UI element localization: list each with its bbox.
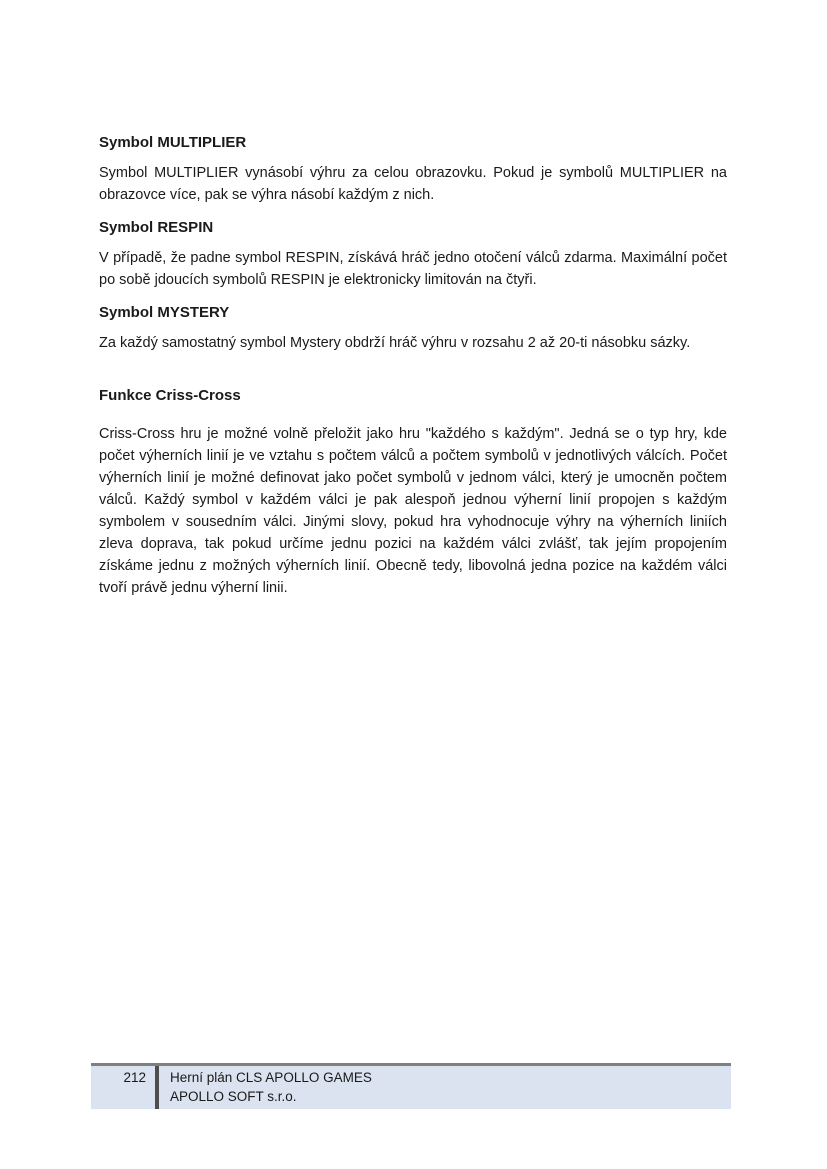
paragraph-symbol-respin: V případě, že padne symbol RESPIN, získává hráč jedno otočení válců zdarma. Maximální počet po sobě jdoucích symbolů RESPIN je elektronicky limitován na čtyři. <box>99 250 727 288</box>
section-funkce-criss-cross <box>99 385 727 599</box>
paragraph-funkce-criss-cross: Criss-Cross hru je možné volně přeložit jako hru "každého s každým". Jedná se o typ hry, kde počet výherních linií je ve vztahu s počtem válců a počtem symbolů v jednotlivých válcích. Počet výherních linií je možné definovat jako počet symbolů v jednom válci, který je umocněn počtem válců. Každý symbol v každém válci je pak alespoň jednou výherní linií propojen s každým symbolem v sousedním válci. Jinými slovy, pokud hra vyhodnocuje výhry na výherních liniích zleva doprava, tak pokud určíme jednu pozici na každém válci zvlášť, tak jejím propojením získáme jednu z možných výherních linií. Obecně tedy, libovolná jedna pozice na každém válci tvoří právě jednu výherní linii. <box>99 426 727 596</box>
footer-text-block <box>159 1066 731 1109</box>
footer-document-title: Herní plán CLS APOLLO GAMES <box>170 1070 372 1085</box>
heading-symbol-respin: Symbol RESPIN <box>99 219 214 236</box>
section-symbol-mystery <box>99 302 727 354</box>
heading-symbol-multiplier: Symbol MULTIPLIER <box>99 134 247 151</box>
footer-page-number: 212 <box>123 1070 146 1085</box>
heading-funkce-criss-cross: Funkce Criss-Cross <box>99 387 241 404</box>
heading-symbol-mystery: Symbol MYSTERY <box>99 304 230 321</box>
paragraph-symbol-mystery: Za každý samostatný symbol Mystery obdrží hráč výhru v rozsahu 2 až 20-ti násobku sázky. <box>99 335 691 351</box>
section-symbol-respin <box>99 217 727 291</box>
page-footer <box>91 1063 731 1109</box>
footer-company-name: APOLLO SOFT s.r.o. <box>170 1089 297 1104</box>
paragraph-symbol-multiplier: Symbol MULTIPLIER vynásobí výhru za celou obrazovku. Pokud je symbolů MULTIPLIER na obrazovce více, pak se výhra násobí každým z nich. <box>99 165 727 203</box>
section-symbol-multiplier <box>99 132 727 206</box>
document-body <box>99 132 727 610</box>
